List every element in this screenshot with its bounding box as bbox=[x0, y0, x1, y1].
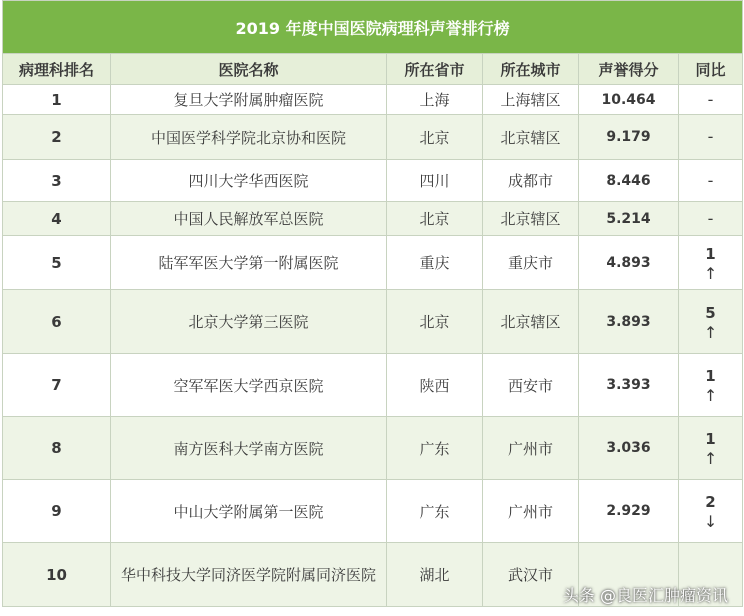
header-hospital: 医院名称 bbox=[111, 54, 387, 85]
rank-cell: 5 bbox=[3, 236, 111, 290]
header-score: 声誉得分 bbox=[579, 54, 679, 85]
header-city: 所在城市 bbox=[483, 54, 579, 85]
change-number: 1 bbox=[705, 244, 716, 263]
hospital-cell: 陆军军医大学第一附属医院 bbox=[111, 236, 387, 290]
header-row bbox=[3, 54, 743, 85]
rank-cell: 6 bbox=[3, 290, 111, 354]
score-cell: 9.179 bbox=[579, 115, 679, 160]
city-cell: 成都市 bbox=[483, 160, 579, 202]
province-cell: 上海 bbox=[387, 85, 483, 115]
hospital-cell: 四川大学华西医院 bbox=[111, 160, 387, 202]
rank-cell: 1 bbox=[3, 85, 111, 115]
province-cell: 四川 bbox=[387, 160, 483, 202]
change-cell bbox=[679, 417, 743, 480]
province-cell: 北京 bbox=[387, 115, 483, 160]
province-cell: 广东 bbox=[387, 480, 483, 543]
city-cell: 北京辖区 bbox=[483, 290, 579, 354]
change-cell bbox=[679, 354, 743, 417]
rank-cell: 9 bbox=[3, 480, 111, 543]
table-title: 2019 年度中国医院病理科声誉排行榜 bbox=[3, 1, 743, 54]
province-cell: 广东 bbox=[387, 417, 483, 480]
change-cell bbox=[679, 160, 743, 202]
change-cell bbox=[679, 480, 743, 543]
province-cell: 北京 bbox=[387, 290, 483, 354]
table-body bbox=[3, 85, 743, 607]
province-cell: 湖北 bbox=[387, 543, 483, 607]
title-row bbox=[3, 1, 743, 54]
table-row bbox=[3, 115, 743, 160]
rank-cell: 4 bbox=[3, 202, 111, 236]
change-number: 1 bbox=[705, 430, 716, 448]
rank-cell: 2 bbox=[3, 115, 111, 160]
change-cell bbox=[679, 115, 743, 160]
arrow-down-icon: ↓ bbox=[703, 512, 718, 531]
hospital-cell: 南方医科大学南方医院 bbox=[111, 417, 387, 480]
change-cell bbox=[679, 202, 743, 236]
dash-icon: - bbox=[707, 208, 714, 228]
province-cell: 重庆 bbox=[387, 236, 483, 290]
hospital-cell: 复旦大学附属肿瘤医院 bbox=[111, 85, 387, 115]
table-row bbox=[3, 417, 743, 480]
header-rank: 病理科排名 bbox=[3, 54, 111, 85]
header-province: 所在省市 bbox=[387, 54, 483, 85]
score-cell: 3.036 bbox=[579, 417, 679, 480]
change-cell bbox=[679, 236, 743, 290]
score-cell: 3.893 bbox=[579, 290, 679, 354]
hospital-cell: 北京大学第三医院 bbox=[111, 290, 387, 354]
province-cell: 北京 bbox=[387, 202, 483, 236]
province-cell: 陕西 bbox=[387, 354, 483, 417]
score-cell: 2.929 bbox=[579, 480, 679, 543]
rank-cell: 3 bbox=[3, 160, 111, 202]
change-cell bbox=[679, 85, 743, 115]
arrow-up-icon: ↑ bbox=[703, 449, 718, 468]
rank-cell: 10 bbox=[3, 543, 111, 607]
score-cell: 10.464 bbox=[579, 85, 679, 115]
change-number: 2 bbox=[705, 493, 716, 511]
table-row bbox=[3, 85, 743, 115]
rank-cell: 8 bbox=[3, 417, 111, 480]
score-cell: 4.893 bbox=[579, 236, 679, 290]
change-number: 1 bbox=[705, 367, 716, 385]
hospital-cell: 华中科技大学同济医学院附属同济医院 bbox=[111, 543, 387, 607]
table-row bbox=[3, 290, 743, 354]
city-cell: 上海辖区 bbox=[483, 85, 579, 115]
arrow-up-icon: ↑ bbox=[703, 322, 718, 342]
city-cell: 北京辖区 bbox=[483, 115, 579, 160]
city-cell: 重庆市 bbox=[483, 236, 579, 290]
table-row bbox=[3, 202, 743, 236]
table-row bbox=[3, 160, 743, 202]
city-cell: 西安市 bbox=[483, 354, 579, 417]
hospital-cell: 中国人民解放军总医院 bbox=[111, 202, 387, 236]
score-cell: 3.393 bbox=[579, 354, 679, 417]
score-cell: 5.214 bbox=[579, 202, 679, 236]
rank-cell: 7 bbox=[3, 354, 111, 417]
arrow-up-icon: ↑ bbox=[703, 263, 718, 283]
hospital-cell: 中山大学附属第一医院 bbox=[111, 480, 387, 543]
table-row bbox=[3, 480, 743, 543]
dash-icon: - bbox=[707, 127, 714, 146]
city-cell: 北京辖区 bbox=[483, 202, 579, 236]
ranking-table bbox=[2, 0, 743, 607]
hospital-cell: 中国医学科学院北京协和医院 bbox=[111, 115, 387, 160]
ranking-table-wrapper bbox=[2, 0, 742, 607]
table-row bbox=[3, 354, 743, 417]
change-number: 5 bbox=[705, 303, 716, 322]
hospital-cell: 空军军医大学西京医院 bbox=[111, 354, 387, 417]
header-change: 同比 bbox=[679, 54, 743, 85]
change-cell bbox=[679, 290, 743, 354]
arrow-up-icon: ↑ bbox=[703, 386, 718, 405]
watermark: 头条 @良医汇肿瘤资讯 bbox=[562, 586, 728, 605]
dash-icon: - bbox=[707, 170, 714, 190]
city-cell: 武汉市 bbox=[483, 543, 579, 607]
dash-icon: - bbox=[707, 89, 714, 109]
table-row bbox=[3, 236, 743, 290]
city-cell: 广州市 bbox=[483, 417, 579, 480]
score-cell: 8.446 bbox=[579, 160, 679, 202]
city-cell: 广州市 bbox=[483, 480, 579, 543]
